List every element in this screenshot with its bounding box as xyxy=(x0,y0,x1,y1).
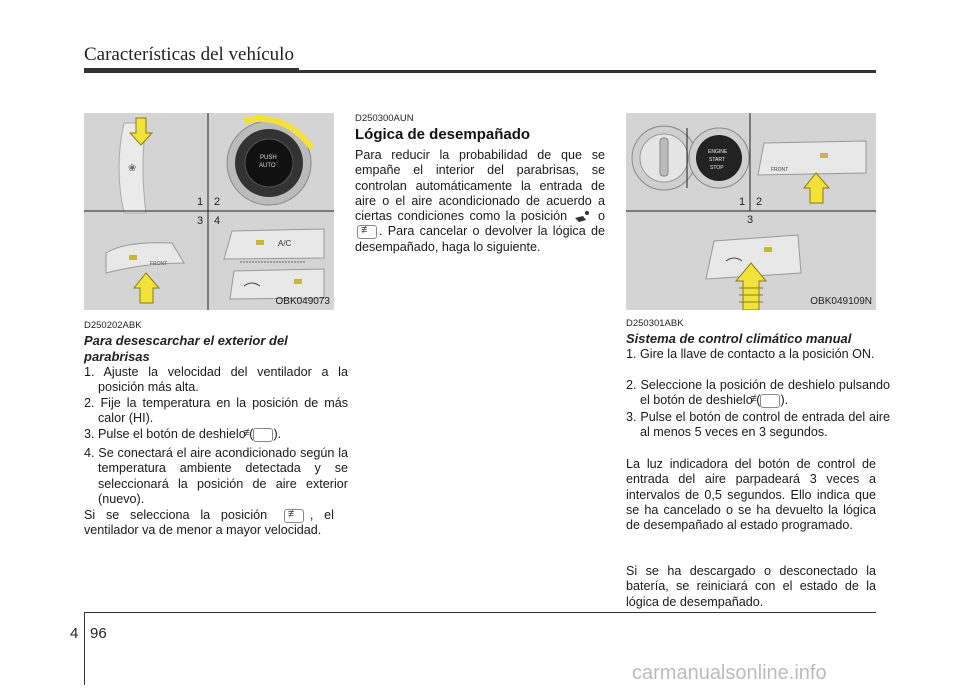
manual-climate-illustration xyxy=(626,113,876,310)
section-code: D250301ABK xyxy=(626,318,684,329)
section-heading: Sistema de control climático manual xyxy=(626,331,852,346)
climate-controls-illustration xyxy=(84,113,334,310)
section-heading: Lógica de desempañado xyxy=(355,126,531,143)
step-2 xyxy=(626,378,890,409)
step-3: 3. Pulse el botón de control de entrada del aire al menos 5 veces en 3 segundos. xyxy=(626,410,890,440)
step-4: 4. Se conectará el aire acondicionado según la temperatura ambiente detectada y se seleccionará la posición de aire exterior (nuevo). xyxy=(84,446,348,506)
footer-rule xyxy=(84,612,876,613)
figure-number-1: 1 xyxy=(197,196,204,208)
push-label: PUSH xyxy=(260,155,277,161)
start-label: START xyxy=(709,157,725,163)
watermark: carmanualsonline.info xyxy=(632,662,827,684)
section-code: D250202ABK xyxy=(84,320,142,331)
defrost-floor-icon xyxy=(573,210,593,224)
figure-caption: OBK049109N xyxy=(810,296,872,307)
paragraph: Si se ha descargado o desconectado la batería, se reiniciará con el estado de la lógica de desempañado. xyxy=(626,564,876,609)
paragraph xyxy=(84,508,334,539)
figure-caption: OBK049073 xyxy=(275,296,330,307)
defrost-icon xyxy=(253,428,273,442)
stop-label: STOP xyxy=(710,165,724,171)
front-label-right: FRONT xyxy=(771,167,789,173)
step-3-tail: ). xyxy=(273,427,282,441)
paragraph-part-2: . Para cancelar o devolver la lógica de desempañado, haga lo siguiente. xyxy=(355,224,605,254)
step-2-text: 2. Seleccione la posición de deshielo pulsando el botón de deshielo ( xyxy=(626,378,890,408)
page-header-title: Características del vehículo xyxy=(84,44,294,65)
front-label: FRONT xyxy=(150,261,168,267)
auto-label: AUTO xyxy=(259,163,276,169)
figure-number-1: 1 xyxy=(739,196,746,208)
figure-number-2: 2 xyxy=(214,196,221,208)
page-number: 96 xyxy=(90,625,107,642)
figure-number-3: 3 xyxy=(197,215,204,227)
svg-text:❀: ❀ xyxy=(128,163,137,174)
defrost-icon xyxy=(760,394,780,408)
section-heading: Para desescarchar el exterior del parabrisas xyxy=(84,333,288,364)
section-code: D250300AUN xyxy=(355,113,414,124)
paragraph xyxy=(355,148,605,255)
ac-label: A/C xyxy=(278,239,292,248)
step-1: 1. Ajuste la velocidad del ventilador a la posición más alta. xyxy=(84,365,348,395)
footer-divider xyxy=(84,612,85,685)
header-rule xyxy=(84,70,876,73)
step-3-text: 3. Pulse el botón de deshielo ( xyxy=(84,427,254,441)
step-2: 2. Fije la temperatura en la posición de más calor (HI). xyxy=(84,396,348,426)
figure-number-3: 3 xyxy=(747,214,754,226)
figure-number-4: 4 xyxy=(214,215,221,227)
defrost-icon xyxy=(284,509,304,523)
defrost-icon xyxy=(357,225,377,239)
paragraph-part-1: Para reducir la probabilidad de que se empañe el interior del parabrisas, se controlan automáticamente la entrada de aire o el aire acondicionado de acuerdo a ciertas condiciones como la posición xyxy=(355,148,605,224)
section-number: 4 xyxy=(70,625,79,642)
paragraph-a: Si se selecciona la posición xyxy=(84,508,268,522)
engine-label: ENGINE xyxy=(708,149,728,155)
step-3 xyxy=(84,427,348,442)
figure-manual-climate xyxy=(626,113,876,310)
paragraph-b: , el ventilador va de menor a mayor velocidad. xyxy=(84,508,334,538)
paragraph: La luz indicadora del botón de control de entrada del aire parpadeará 3 veces a intervalos de 0,5 segundos. Ello indica que se ha cancelado o se ha devuelto la lógica de desempañado al estado programado. xyxy=(626,457,876,533)
figure-number-2: 2 xyxy=(756,196,763,208)
step-1: 1. Gire la llave de contacto a la posición ON. xyxy=(626,347,875,361)
step-2-tail: ). xyxy=(780,393,789,408)
figure-climate-controls xyxy=(84,113,334,310)
paragraph-o: o xyxy=(598,209,606,224)
